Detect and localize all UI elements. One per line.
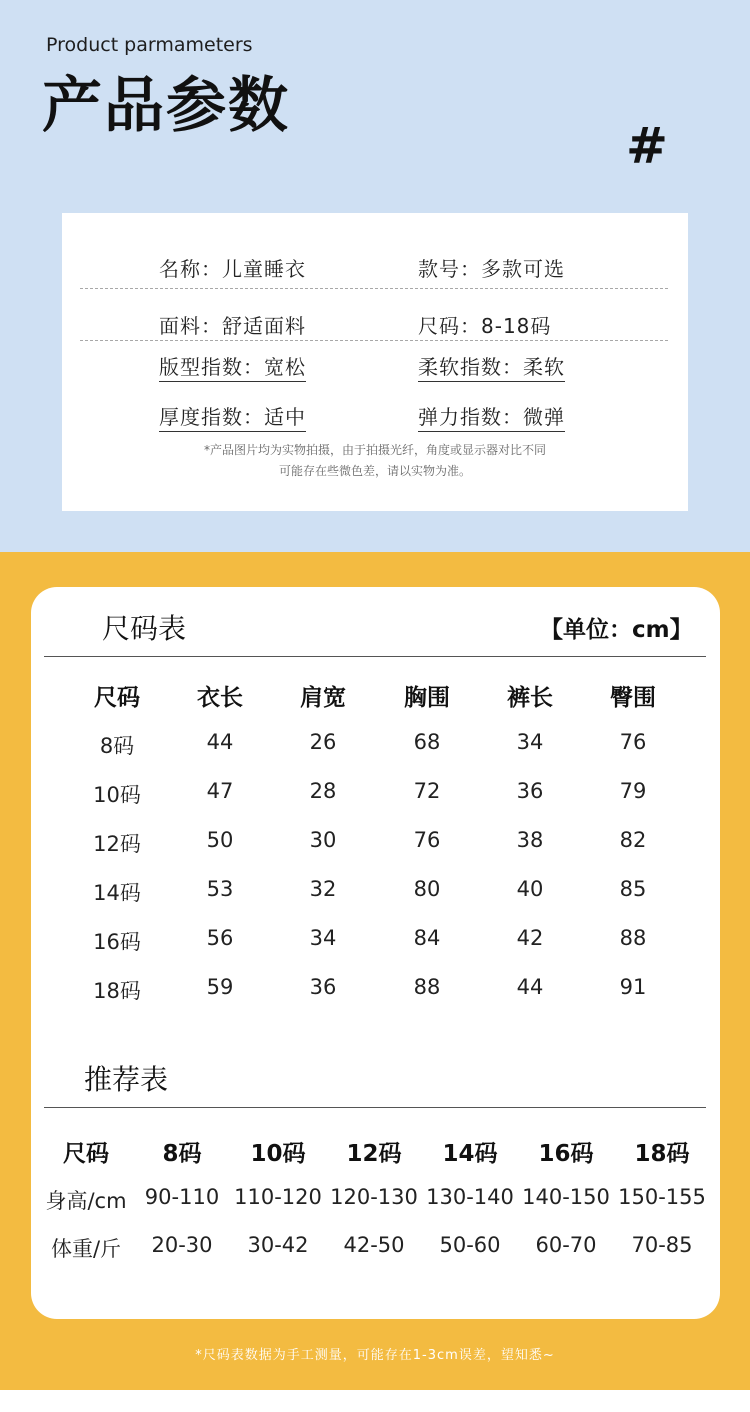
recommend-header-cell: 16码 [538,1141,594,1167]
recommend-header-cell: 18码 [634,1141,690,1167]
size-value-cell: 40 [516,877,544,901]
size-value-cell: 36 [516,779,544,803]
recommend-value-cell: 42-50 [343,1233,405,1257]
size-value-cell: 82 [619,828,647,852]
info-fit-index: 版型指数：宽松 [159,351,306,382]
size-value-cell: 91 [619,975,647,999]
size-chart-rule [44,656,706,657]
photo-note-line2: 可能存在些微色差，请以实物为准。 [278,464,471,478]
recommend-value-cell: 30-42 [247,1233,309,1257]
recommend-value-cell: 50-60 [439,1233,501,1257]
size-chart-card [31,587,720,1319]
size-row-label: 14码 [93,881,141,905]
size-row-label: 8码 [99,734,135,758]
size-header-cell: 肩宽 [300,685,346,711]
recommend-header-cell: 尺码 [63,1141,109,1167]
recommend-value-cell: 140-150 [522,1185,610,1209]
recommend-value-cell: 60-70 [535,1233,597,1257]
section-eyebrow: Product parmameters [46,34,253,56]
size-value-cell: 80 [413,877,441,901]
size-value-cell: 85 [619,877,647,901]
recommend-title: 推荐表 [84,1063,169,1096]
hash-decoration-icon: # [626,117,668,175]
recommend-value-cell: 120-130 [330,1185,418,1209]
recommend-value-cell: 70-85 [631,1233,693,1257]
size-row-label: 16码 [93,930,141,954]
info-fabric: 面料：舒适面料 [159,314,306,338]
page-title: 产品参数 [42,71,290,141]
size-value-cell: 44 [206,730,234,754]
dashed-divider [80,340,668,341]
size-value-cell: 76 [413,828,441,852]
info-thickness-index: 厚度指数：适中 [159,401,306,432]
size-value-cell: 50 [206,828,234,852]
photo-note-line1: *产品图片均为实物拍摄，由于拍摄光纤，角度或显示器对比不同 [203,443,546,457]
size-value-cell: 56 [206,926,234,950]
size-value-cell: 88 [619,926,647,950]
size-header-cell: 胸围 [404,685,450,711]
info-name: 名称：儿童睡衣 [159,257,306,281]
recommend-row-label: 体重/斤 [50,1237,122,1261]
size-value-cell: 47 [206,779,234,803]
size-value-cell: 79 [619,779,647,803]
measurement-footnote: *尺码表数据为手工测量，可能存在1-3cm误差，望知悉~ [195,1348,555,1363]
size-value-cell: 84 [413,926,441,950]
product-info-card [62,213,688,511]
recommend-header-cell: 10码 [250,1141,306,1167]
size-value-cell: 36 [309,975,337,999]
size-value-cell: 76 [619,730,647,754]
recommend-header-cell: 8码 [162,1141,202,1167]
size-header-cell: 臀围 [610,685,656,711]
size-value-cell: 72 [413,779,441,803]
recommend-header-cell: 12码 [346,1141,402,1167]
size-value-cell: 30 [309,828,337,852]
size-value-cell: 68 [413,730,441,754]
dashed-divider [80,288,668,289]
recommend-value-cell: 130-140 [426,1185,514,1209]
size-value-cell: 32 [309,877,337,901]
size-row-label: 18码 [93,979,141,1003]
size-value-cell: 34 [309,926,337,950]
size-chart-title: 尺码表 [102,612,187,645]
size-value-cell: 26 [309,730,337,754]
info-model: 款号：多款可选 [418,257,565,281]
info-soft-index: 柔软指数：柔软 [418,351,565,382]
size-value-cell: 28 [309,779,337,803]
size-value-cell: 59 [206,975,234,999]
size-value-cell: 44 [516,975,544,999]
size-row-label: 12码 [93,832,141,856]
size-value-cell: 53 [206,877,234,901]
footer-strip [0,1390,750,1412]
recommend-rule [44,1107,706,1108]
recommend-value-cell: 90-110 [144,1185,220,1209]
recommend-value-cell: 20-30 [151,1233,213,1257]
size-header-cell: 尺码 [94,685,140,711]
recommend-value-cell: 110-120 [234,1185,322,1209]
info-size: 尺码：8-18码 [418,314,552,338]
unit-label: 【单位：cm】 [540,617,693,643]
size-value-cell: 42 [516,926,544,950]
recommend-value-cell: 150-155 [618,1185,706,1209]
info-elastic-index: 弹力指数：微弹 [418,401,565,432]
recommend-row-label: 身高/cm [45,1189,127,1213]
recommend-header-cell: 14码 [442,1141,498,1167]
size-header-cell: 裤长 [507,685,553,711]
size-header-cell: 衣长 [197,685,243,711]
size-row-label: 10码 [93,783,141,807]
size-value-cell: 38 [516,828,544,852]
size-value-cell: 88 [413,975,441,999]
size-value-cell: 34 [516,730,544,754]
